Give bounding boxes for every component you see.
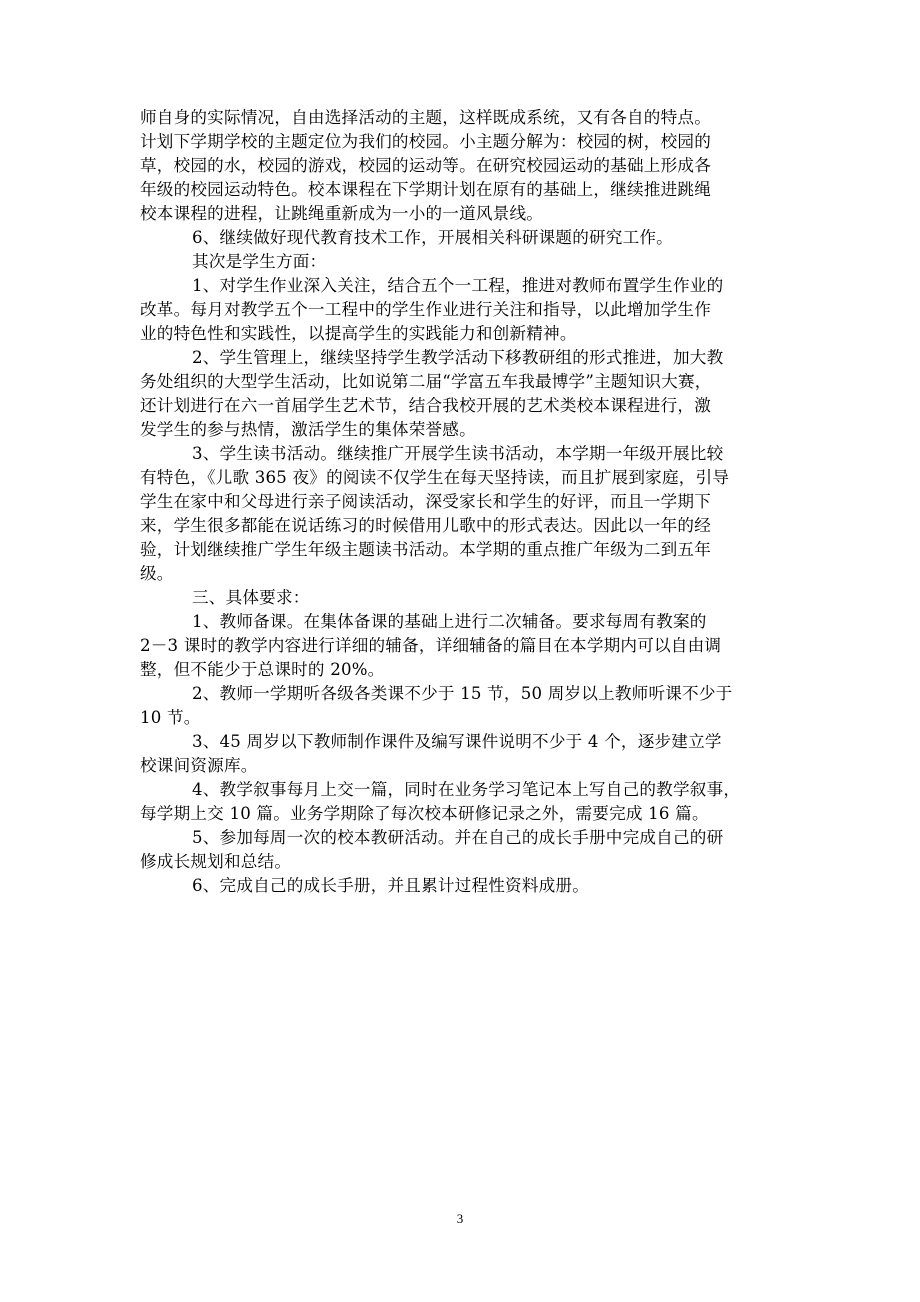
text-line: 2、学生管理上，继续坚持学生教学活动下移教研组的形式推进，加大教	[192, 348, 724, 367]
text-line: 还计划进行在六一首届学生艺术节，结合我校开展的艺术类校本课程进行，激	[140, 396, 711, 415]
text-line: 业的特色性和实践性，以提高学生的实践能力和创新精神。	[140, 324, 577, 343]
text-line: 5、参加每周一次的校本教研活动。并在自己的成长手册中完成自己的研	[192, 828, 724, 847]
text-line: 务处组织的大型学生活动，比如说第二届“学富五车我最博学”主题知识大赛，	[140, 372, 712, 391]
text-line: 验，计划继续推广学生年级主题读书活动。本学期的重点推广年级为二到五年	[140, 540, 711, 559]
text-line: 年级的校园运动特色。校本课程在下学期计划在原有的基础上，继续推进跳绳	[140, 180, 711, 199]
text-line: 3、学生读书活动。继续推广开展学生读书活动，本学期一年级开展比较	[192, 444, 724, 463]
text-line: 计划下学期学校的主题定位为我们的校园。小主题分解为：校园的树，校园的	[140, 132, 711, 151]
text-line: 1、教师备课。在集体备课的基础上进行二次辅备。要求每周有教案的	[192, 612, 707, 631]
document-body	[140, 106, 790, 898]
text-line: 校本课程的进程，让跳绳重新成为一小的一道风景线。	[140, 204, 544, 223]
text-line: 4、教学叙事每月上交一篇，同时在业务学习笔记本上写自己的教学叙事，	[192, 780, 741, 799]
text-line: 师自身的实际情况，自由选择活动的主题，这样既成系统，又有各自的特点。	[140, 108, 711, 127]
text-line: 2－3 课时的教学内容进行详细的辅备，详细辅备的篇目在本学期内可以自由调	[140, 636, 722, 655]
text-line: 有特色，《儿歌 365 夜》的阅读不仅学生在每天坚持读，而且扩展到家庭，引导	[140, 468, 730, 487]
text-line: 三、具体要求：	[192, 588, 310, 607]
text-line: 校课间资源库。	[140, 756, 258, 775]
text-line: 2、教师一学期听各级各类课不少于 15 节，50 周岁以上教师听课不少于	[192, 684, 733, 703]
text-line: 每学期上交 10 篇。业务学期除了每次校本研修记录之外，需要完成 16 篇。	[140, 804, 709, 823]
text-line: 整，但不能少于总课时的 20%。	[140, 660, 385, 679]
text-line: 来，学生很多都能在说话练习的时候借用儿歌中的形式表达。因此以一年的经	[140, 516, 711, 535]
text-line: 其次是学生方面：	[192, 252, 327, 271]
text-line: 草，校园的水，校园的游戏，校园的运动等。在研究校园运动的基础上形成各	[140, 156, 711, 175]
page-number: 3	[456, 1211, 464, 1226]
text-line: 10 节。	[140, 708, 201, 727]
text-line: 学生在家中和父母进行亲子阅读活动，深受家长和学生的好评，而且一学期下	[140, 492, 711, 511]
text-line: 发学生的参与热情，激活学生的集体荣誉感。	[140, 420, 476, 439]
text-line: 修成长规划和总结。	[140, 852, 292, 871]
text-line: 3、45 周岁以下教师制作课件及编写课件说明不少于 4 个，逐步建立学	[192, 732, 722, 751]
text-line: 1、对学生作业深入关注，结合五个一工程，推进对教师布置学生作业的	[192, 276, 724, 295]
text-line: 级。	[140, 564, 174, 583]
text-line: 改革。每月对教学五个一工程中的学生作业进行关注和指导，以此增加学生作	[140, 300, 711, 319]
text-line: 6、完成自己的成长手册，并且累计过程性资料成册。	[192, 876, 590, 895]
text-line: 6、继续做好现代教育技术工作，开展相关科研课题的研究工作。	[192, 228, 673, 247]
